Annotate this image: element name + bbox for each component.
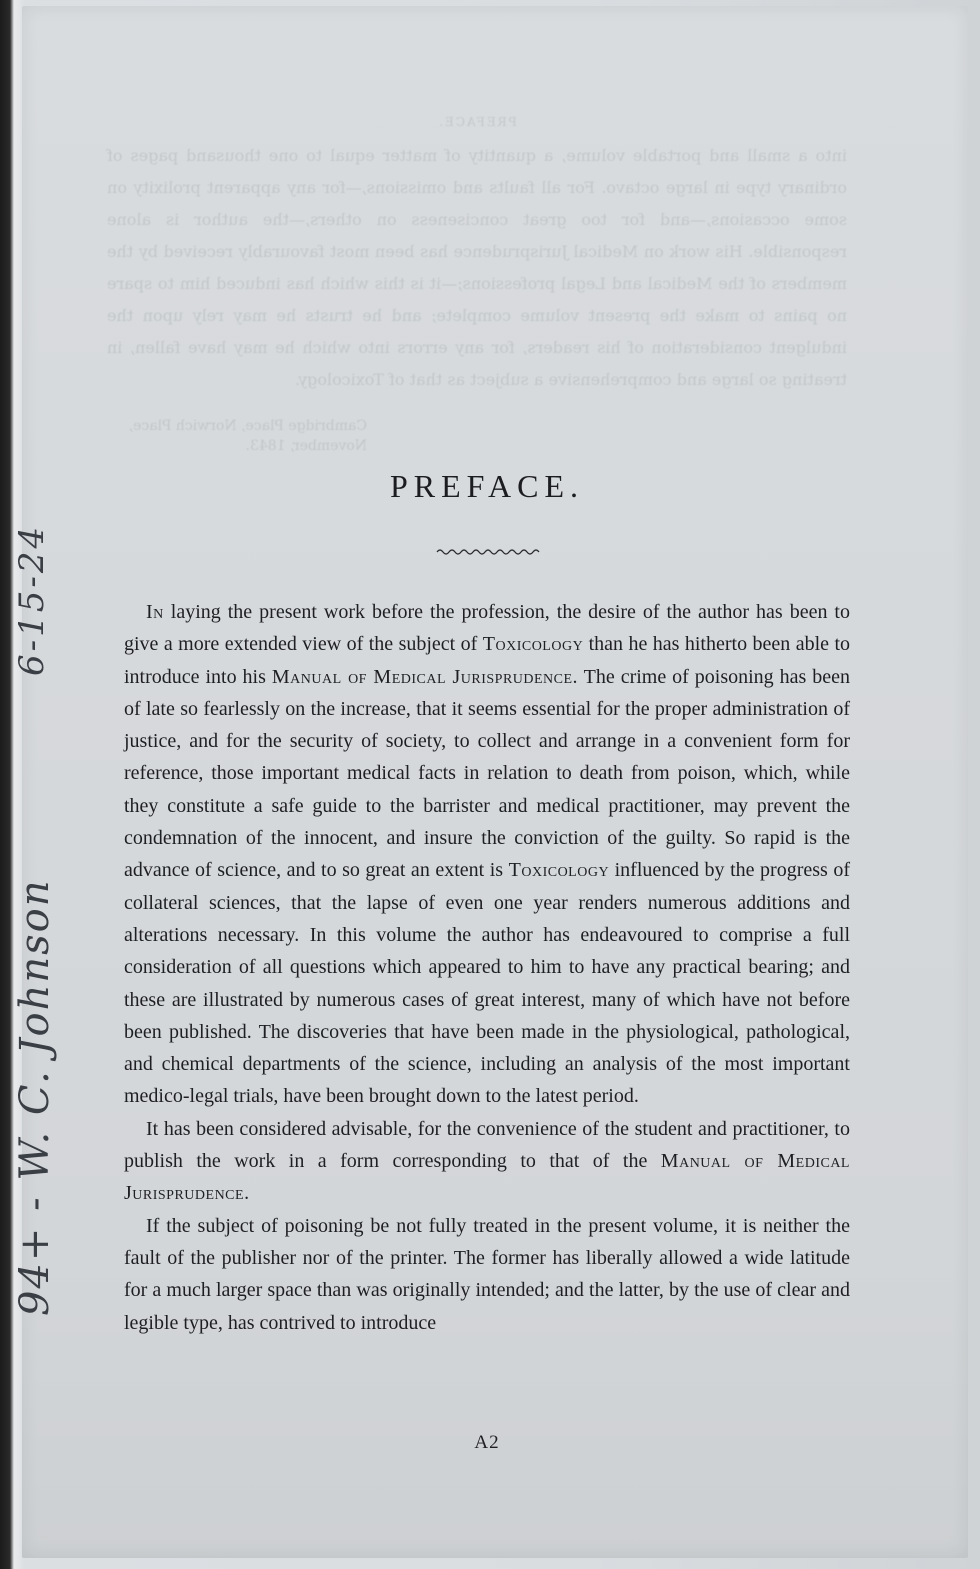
wavy-rule-ornament — [435, 546, 545, 558]
body-text: influenced by the progress of collateral sciences, that the lapse of even one year renders numerous additions and alterations necessary. In this volume the author has endeavoured to comprise a full consideration of all questions which appeared to him to have any practical bearing; and these are illustrated by numerous cases of great interest, many of which have not before been published. The discoveries that have been made in the physiological, pathological, and chemical departments of the science, including an analysis of the most important medico-legal trials, have been brought down to the latest period. — [124, 859, 850, 1108]
body-text: If the subject of poisoning be not fully treated in the present volume, it is neither the fault of the publisher nor of the printer. The former has liberally allowed a wide latitude for a much larger space than was originally intended; and the latter, by the use of clear and legible type, has contrived to introduce — [124, 1214, 850, 1334]
body-paragraph — [124, 1113, 850, 1210]
show-through-date: November, 1843. — [245, 438, 367, 454]
small-caps-text: Toxicology — [508, 859, 610, 882]
book-page — [12, 6, 968, 1558]
small-caps-text: Manual of Medical Jurisprudence. — [271, 665, 579, 688]
page-title: PREFACE. — [389, 468, 585, 504]
small-caps-text: Manual of Medical Jurisprudence. — [124, 1150, 850, 1205]
show-through-paragraph: into a small and portable volume, a quantity of matter equal to one thousand pages of ordinary type in large octavo. For all faults and omissions,—for any apparent prolixity on some occasions,—and for too great conciseness on others,—the author is alone responsible. His work on Medical Jurisprudence has been most favourably received by the members of the Medical and Legal professions;—it is this which has induced him to spare no pains to make the present volume complete; and he trusts he may rely upon the indulgent consideration of his readers, for any errors into which he may have fallen, in treating so large and comprehensive a subject as that of Toxicology. — [107, 146, 847, 389]
signature-mark: A2 — [474, 1432, 500, 1453]
body-paragraph — [124, 596, 850, 1113]
small-caps-text: Toxicology — [482, 633, 584, 656]
body-text: It has been considered advisable, for the convenience of the student and practitioner, to publish the work in a form corresponding to that of the — [124, 1117, 850, 1173]
small-caps-text: In — [146, 601, 164, 623]
body-text: laying the present work before the profession, the desire of the author has been to give a more extended view of the subject of — [124, 601, 850, 656]
pencil-name: 94+ - W. C. Johnson — [12, 878, 58, 1316]
body-text: than he has hitherto been able to introduce into his — [124, 633, 850, 688]
pencil-date: 6-15-24 — [12, 523, 52, 676]
show-through-place: Cambridge Place, Norwich Place, — [128, 418, 367, 434]
show-through-text — [107, 106, 847, 456]
body-text: The crime of poisoning has been of late so fearlessly on the increase, that it seems essential for the proper administration of justice, and for the security of society, to collect and arrange in a convenient form for reference, those important medical facts in relation to death from poison, which, while they constitute a safe guide to the barrister and medical practitioner, may prevent the condemnation of the innocent, and insure the conviction of the guilty. So rapid is the advance of science, and to so great an extent is — [124, 665, 851, 882]
show-through-signoff — [107, 416, 847, 456]
show-through-header: PREFACE. — [437, 115, 517, 129]
body-paragraph — [124, 1210, 850, 1339]
preface-body — [124, 596, 850, 1339]
